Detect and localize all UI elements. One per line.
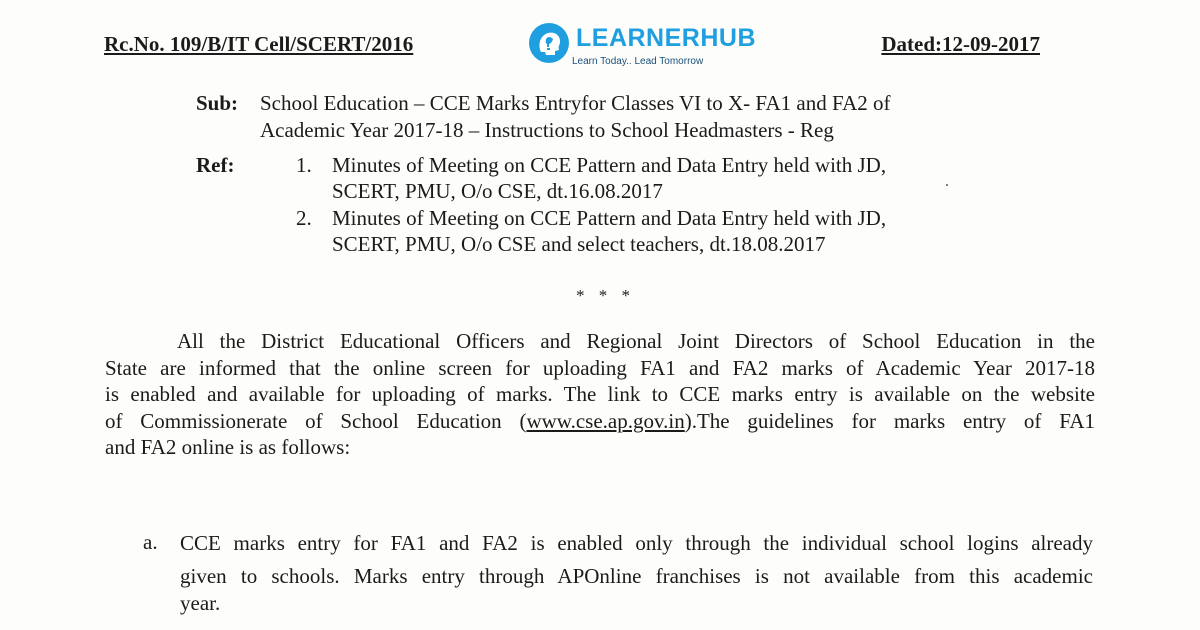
body-line-2: State are informed that the online screen for uploading FA1 and FA2 marks of Academic Year 2017-18 xyxy=(105,356,1095,380)
body-line-5: and FA2 online is as follows: xyxy=(105,435,351,459)
section-separator: * * * xyxy=(576,286,635,305)
scan-speck xyxy=(946,184,948,186)
dated: Dated:12-09-2017 xyxy=(881,32,1040,56)
reference-2-line-2: SCERT, PMU, O/o CSE and select teachers, dt.18.08.2017 xyxy=(332,232,826,256)
body-line-1: All the District Educational Officers and Regional Joint Directors of School Education in the xyxy=(177,329,1095,353)
item-a-marker: a. xyxy=(143,530,158,554)
subject-line-2: Academic Year 2017-18 – Instructions to School Headmasters - Reg xyxy=(260,118,834,142)
reference-2-number: 2. xyxy=(296,206,312,230)
learnerhub-logo[interactable] xyxy=(528,22,756,70)
body-line-4-start: of Commissionerate of School Education ( xyxy=(105,409,527,433)
cropped-top-line xyxy=(300,0,900,6)
logo-wordmark: LEARNERHUB xyxy=(576,24,756,52)
subject-line-1: School Education – CCE Marks Entryfor Classes VI to X- FA1 and FA2 of xyxy=(260,91,891,115)
reference-2-line-1: Minutes of Meeting on CCE Pattern and Data Entry held with JD, xyxy=(332,206,887,230)
item-a-line-1: CCE marks entry for FA1 and FA2 is enabled only through the individual school logins already xyxy=(180,531,1093,555)
reference-label: Ref: xyxy=(196,153,235,177)
subject-label: Sub: xyxy=(196,91,239,115)
reference-1-number: 1. xyxy=(296,153,312,177)
item-a-line-2: given to schools. Marks entry through APOnline franchises is not available from this academic xyxy=(180,564,1093,588)
reference-1-line-1: Minutes of Meeting on CCE Pattern and Data Entry held with JD, xyxy=(332,153,887,177)
head-bulb-icon xyxy=(528,22,570,64)
reference-1-line-2: SCERT, PMU, O/o CSE, dt.16.08.2017 xyxy=(332,179,663,203)
cse-website-link[interactable]: www.cse.ap.gov.in xyxy=(526,409,685,433)
reference-number: Rc.No. 109/B/IT Cell/SCERT/2016 xyxy=(104,32,414,56)
body-line-4 xyxy=(105,408,1095,435)
item-a-line-3: year. xyxy=(180,591,221,615)
logo-tagline: Learn Today.. Lead Tomorrow xyxy=(572,56,704,67)
body-line-4-end: ).The guidelines for marks entry of FA1 xyxy=(684,409,1095,433)
body-line-3: is enabled and available for uploading of marks. The link to CCE marks entry is available on the website xyxy=(105,382,1095,406)
